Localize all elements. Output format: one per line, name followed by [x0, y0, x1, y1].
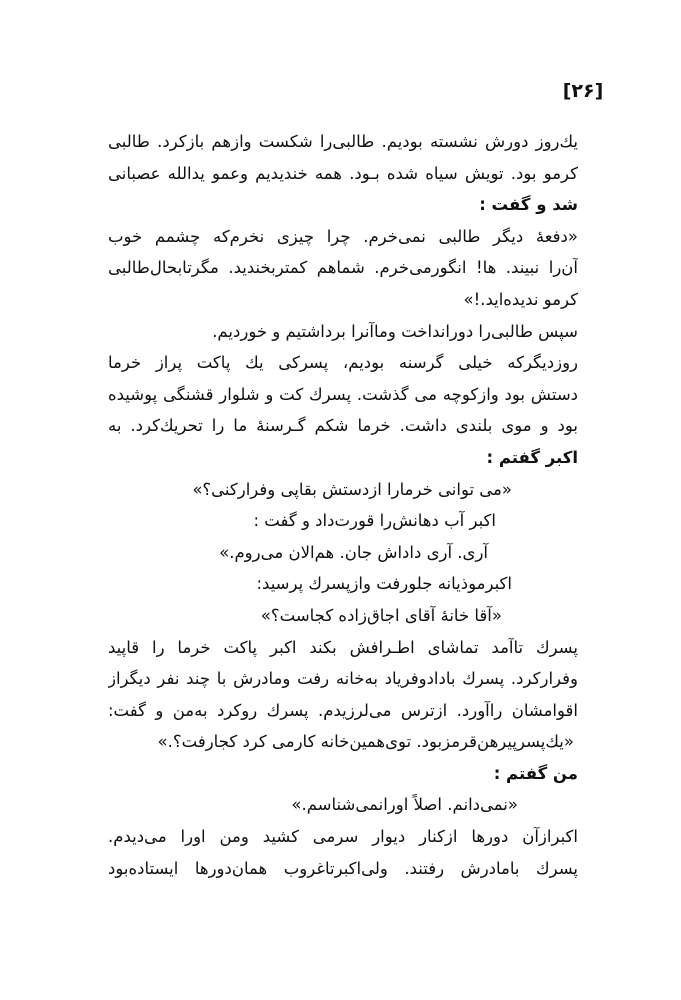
page-number: [۲۶]: [562, 80, 604, 102]
text-line: آن‌را نبیند. ها! انگورمی‌خرم. شماهم کمتربخندید. مگرتابحال‌طالبی: [108, 258, 578, 278]
body-text: [108, 126, 578, 884]
text-line: پسرك تاآمد تماشای اطـرافش بکند اکبر پاکت خرما را قاپید: [108, 637, 578, 657]
text-line: یك‌روز دورش نشسته بودیم. طالبی‌را شکست وازهم بازکرد. طالبی: [108, 132, 578, 151]
text-line: وفرارکرد. پسرك بادادوفریاد به‌خانه رفت ومادرش با چند نفر دیگراز: [108, 669, 578, 689]
text-line: کرمو بود. تویش سیاه شده بـود. همه خندیدیم وعمو یدالله عصبانی: [108, 163, 578, 183]
text-line: اقوامشان راآورد. ازترس می‌لرزیدم. پسرك روکرد به‌من و گفت:: [108, 700, 578, 720]
text-line: روزدیگرکه خیلی گرسنه بودیم، پسرکی یك پاکت پراز خرما: [108, 353, 578, 373]
text-line: من گفتم :: [493, 763, 578, 783]
text-line: کرمو ندیده‌اید.!»: [463, 289, 578, 309]
text-line: «نمی‌دانم. اصلاً اورانمی‌شناسم.»: [291, 795, 518, 815]
text-line: «آقا خانهٔ آقای اجاق‌زاده کجاست؟»: [260, 605, 502, 625]
text-line: پسرك بامادرش رفتند. ولی‌اکبرتاغروب همان‌دورها ایستاده‌بود: [108, 858, 578, 878]
text-line: «می توانی خرمارا ازدستش بقاپی وفرارکنی؟»: [192, 479, 512, 499]
text-line: اکبر آب دهانش‌را قورت‌داد و گفت :: [253, 511, 496, 531]
text-line: بود و موی بلندی داشت. خرما شکم گـرسنهٔ ما را تحریك‌کرد. به: [108, 416, 578, 436]
text-line: «دفعهٔ دیگر طالبی نمی‌خرم. چرا چیزی نخرم‌که چشمم خوب: [108, 226, 578, 246]
text-line: اکبرازآن دورها ازکنار دیوار سرمی کشید ومن اورا می‌دیدم.: [108, 827, 578, 847]
text-line: اکبر گفتم :: [486, 447, 578, 467]
text-line: اکبرموذیانه جلورفت وازپسرك پرسید:: [256, 574, 512, 594]
text-line: آری. آری داداش جان. هم‌الان می‌روم.»: [219, 542, 488, 562]
text-line: «یك‌پسرپیرهن‌قرمزبود. توی‌همین‌خانه کارمی کرد کجارفت؟.»: [157, 732, 574, 752]
text-line: سپس طالبی‌را دورانداخت وماآنرا برداشتیم و خوردیم.: [212, 321, 578, 341]
text-line: شد و گفت :: [479, 195, 578, 215]
text-line: دستش بود وازکوچه می گذشت. پسرك کت و شلوار قشنگی پوشیده: [108, 384, 578, 404]
